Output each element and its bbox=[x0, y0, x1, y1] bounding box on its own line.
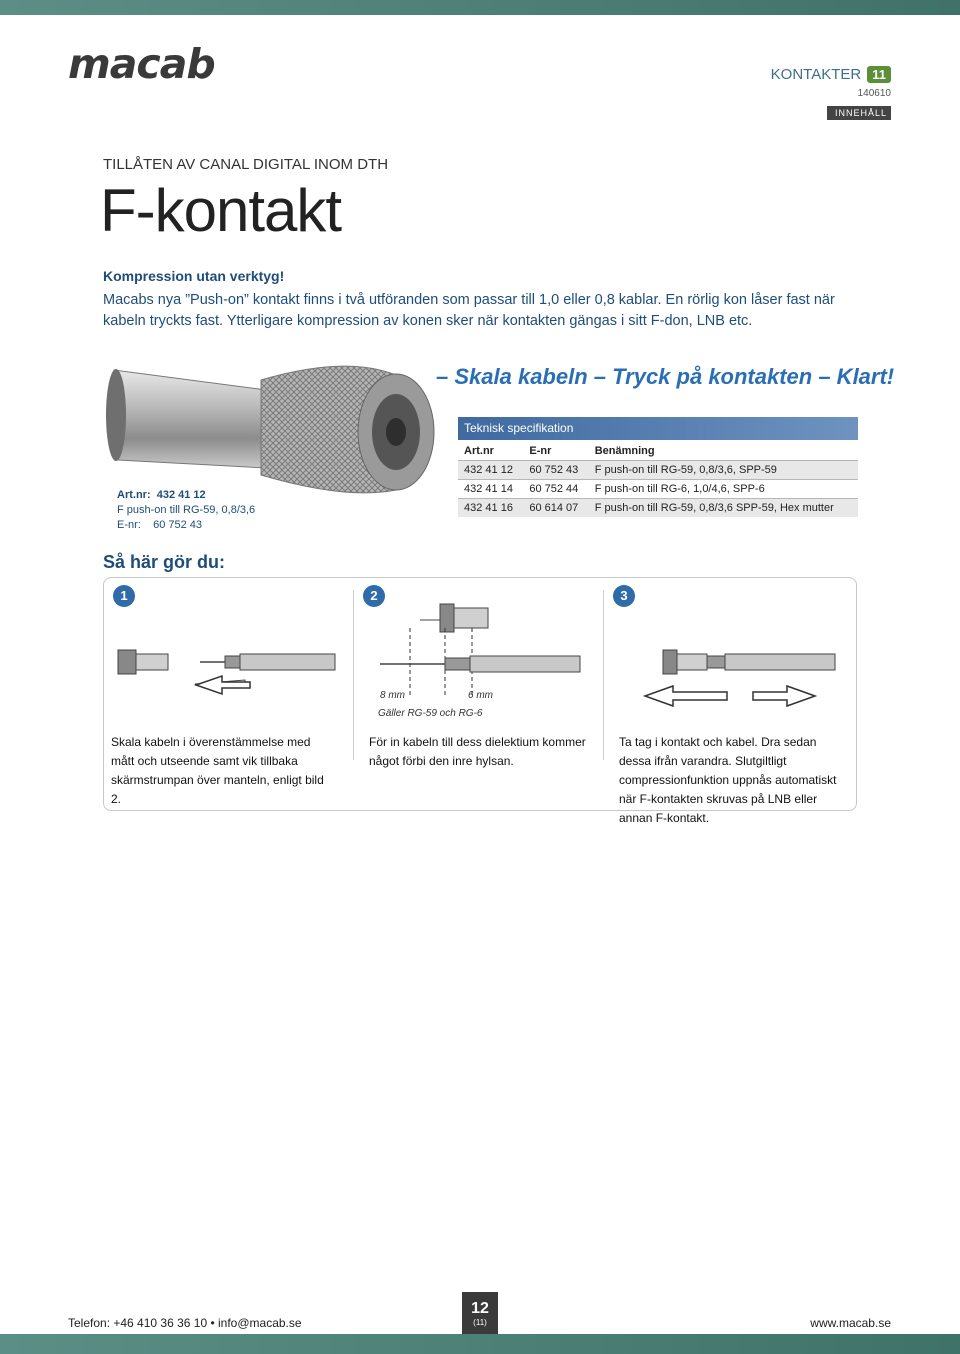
spec-table-block bbox=[458, 417, 858, 517]
caption-enr-value: 60 752 43 bbox=[153, 519, 203, 531]
brand-logo: macab bbox=[68, 40, 215, 88]
section-number-badge: 11 bbox=[867, 66, 891, 83]
table-cell: 432 41 14 bbox=[458, 480, 523, 499]
dimension-b: 6 mm bbox=[468, 690, 493, 701]
step-number-3: 3 bbox=[613, 585, 635, 607]
spec-col-name: Benämning bbox=[594, 445, 655, 457]
caption-enr-label: E-nr: bbox=[117, 519, 141, 531]
step-divider bbox=[353, 590, 354, 760]
table-cell: F push-on till RG-6, 1,0/4,6, SPP-6 bbox=[589, 480, 858, 499]
dimension-a: 8 mm bbox=[380, 690, 405, 701]
dimension-note: Gäller RG-59 och RG-6 bbox=[378, 708, 483, 719]
step3-text: Ta tag i kontakt och kabel. Dra sedan dessa ifrån varandra. Slutgiltligt compressionfunktion uppnås automatiskt när F-kontakten skruvas på LNB eller annan F-kontakt. bbox=[619, 735, 837, 825]
step-number-2: 2 bbox=[363, 585, 385, 607]
table-row bbox=[458, 461, 858, 480]
table-cell: 432 41 12 bbox=[458, 461, 523, 480]
contents-link[interactable]: INNEHÅLL bbox=[827, 106, 891, 120]
section-indicator bbox=[771, 66, 891, 83]
table-cell: F push-on till RG-59, 0,8/3,6 SPP-59, Hex mutter bbox=[589, 499, 858, 518]
spec-heading: Teknisk specifikation bbox=[458, 417, 858, 440]
intro-paragraph: Macabs nya ”Push-on” kontakt finns i två utföranden som passar till 1,0 eller 0,8 kablar. En rörlig kon låser fast när kabeln tryckts fast. Ytterligare kompression av konen sker när kontakten gängas i sitt F-don, LNB etc. bbox=[103, 292, 835, 329]
spec-col-enr: E-nr bbox=[529, 445, 552, 457]
step-divider bbox=[603, 590, 604, 760]
approval-text: TILLÅTEN AV CANAL DIGITAL INOM DTH bbox=[103, 156, 389, 173]
step3-illustration bbox=[615, 640, 850, 720]
subpage-number: (11) bbox=[473, 1318, 487, 1327]
step-number-1: 1 bbox=[113, 585, 135, 607]
bottom-color-band bbox=[0, 1334, 960, 1354]
step2-illustration bbox=[360, 598, 595, 698]
step1-text: Skala kabeln i överenstämmelse med mått och utseende samt vik tillbaka skärmstrumpan över manteln, enligt bild 2. bbox=[111, 735, 324, 806]
footer-contact: Telefon: +46 410 36 36 10 • info@macab.se bbox=[68, 1316, 302, 1330]
howto-heading: Så här gör du: bbox=[103, 552, 226, 572]
lead-text: Kompression utan verktyg! bbox=[103, 268, 285, 284]
caption-art-label: Art.nr: bbox=[117, 489, 151, 501]
spec-col-artnr: Art.nr bbox=[464, 445, 494, 457]
caption-desc: F push-on till RG-59, 0,8/3,6 bbox=[117, 504, 256, 516]
f-connector-image bbox=[96, 350, 456, 500]
date-code: 140610 bbox=[857, 88, 891, 99]
page-number-box bbox=[462, 1292, 498, 1340]
spec-table bbox=[458, 440, 858, 517]
caption-art-value: 432 41 12 bbox=[156, 489, 206, 501]
table-cell: 60 752 43 bbox=[523, 461, 588, 480]
footer-website-link[interactable]: www.macab.se bbox=[810, 1316, 891, 1330]
table-row bbox=[458, 480, 858, 499]
product-caption bbox=[117, 488, 255, 533]
section-label: KONTAKTER bbox=[770, 66, 862, 83]
step1-illustration bbox=[110, 640, 345, 700]
spec-header-row bbox=[458, 440, 858, 461]
page-number: 12 bbox=[471, 1300, 489, 1317]
slogan: – Skala kabeln – Tryck på kontakten – Klart! bbox=[436, 364, 895, 389]
page-title: F-kontakt bbox=[100, 177, 342, 244]
top-color-band bbox=[0, 0, 960, 15]
table-cell: 60 614 07 bbox=[523, 499, 588, 518]
table-cell: 60 752 44 bbox=[523, 480, 588, 499]
table-row bbox=[458, 499, 858, 518]
step2-text: För in kabeln till dess dielektium kommer något förbi den inre hylsan. bbox=[369, 735, 586, 768]
table-cell: 432 41 16 bbox=[458, 499, 523, 518]
table-cell: F push-on till RG-59, 0,8/3,6, SPP-59 bbox=[589, 461, 858, 480]
